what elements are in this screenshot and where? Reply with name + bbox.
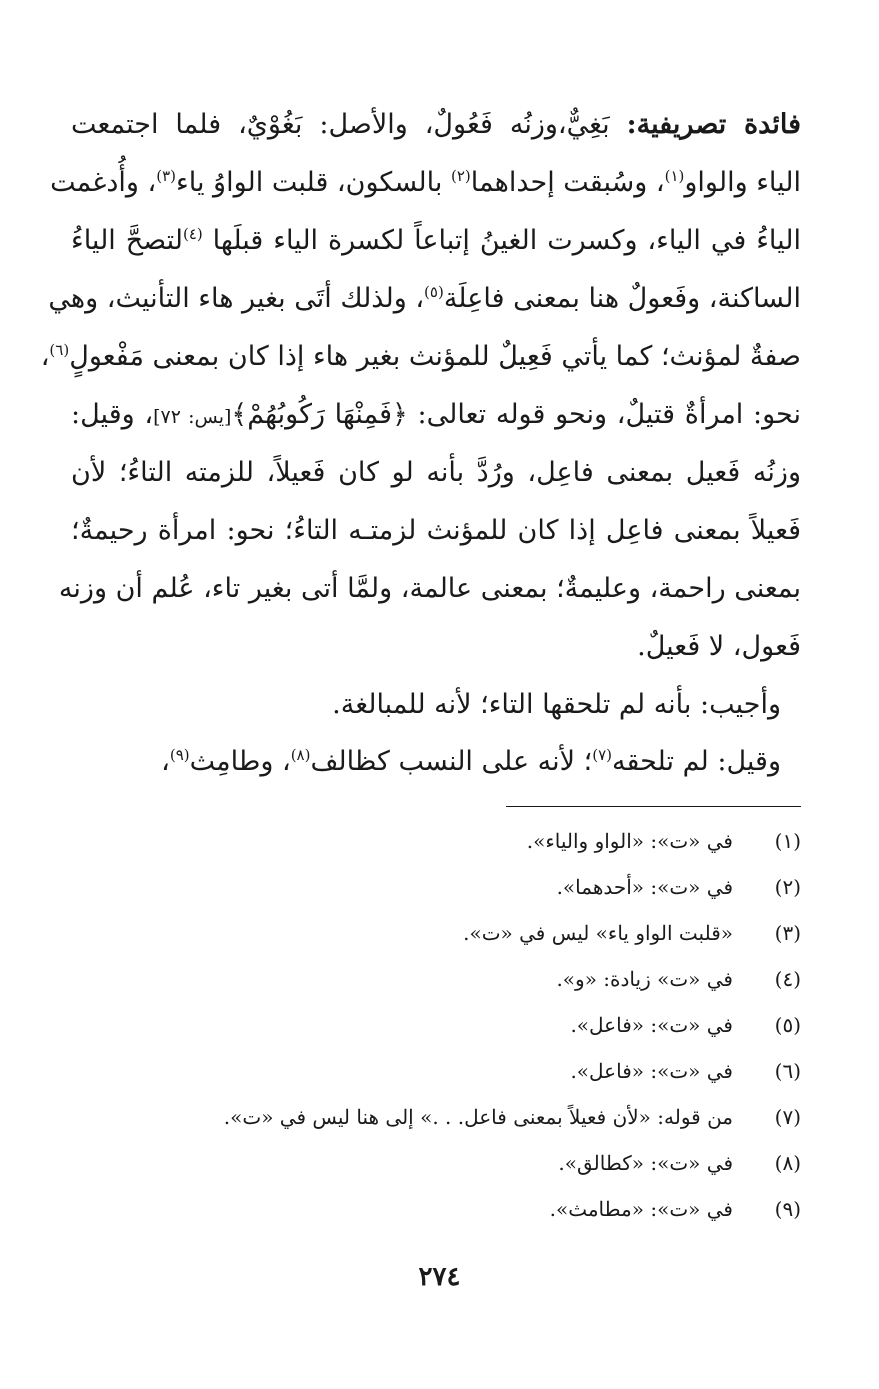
- text-line-12: [71, 733, 801, 790]
- text-segment: بَغِيٌّ،وزنُه فَعُولٌ، والأصل: بَغُوْيٌ، فلما اجتمعت: [71, 109, 610, 140]
- footnote-ref-7[interactable]: (٧): [592, 746, 612, 764]
- text-segment: لتصحَّ الياءُ: [71, 225, 183, 256]
- text-segment: ، ولذلك أتَى بغير هاء التأنيث، وهي: [48, 283, 425, 314]
- text-segment: ، وطامِث: [189, 746, 291, 777]
- text-line-6: [71, 386, 801, 444]
- footnote-text: في «ت»: «كطالق».: [558, 1151, 733, 1175]
- footnote-number: (٥): [774, 1013, 801, 1037]
- text-segment: الياء والواو: [684, 167, 801, 198]
- footnote-item: [71, 1094, 801, 1140]
- text-segment: ، وأُدغمت: [50, 167, 157, 198]
- text-line-5: [40, 328, 801, 386]
- footnote-number: (٩): [774, 1197, 801, 1221]
- text-line-2: [50, 154, 801, 212]
- footnote-item: [71, 1002, 801, 1048]
- text-segment: ، وسُبقت إحداهما: [470, 167, 665, 198]
- text-line-1: [71, 96, 801, 154]
- footnote-number: (٤): [774, 967, 801, 991]
- footnote-text: في «ت»: «أحدهما».: [556, 875, 733, 899]
- footnote-item: [71, 818, 801, 864]
- footnote-ref-4[interactable]: (٤): [182, 225, 203, 243]
- text-line-7: وزنُه فَعيل بمعنى فاعِل، ورُدَّ بأنه لو كان فَعيلاً، للزمته التاءُ؛ لأن: [71, 457, 801, 488]
- footnote-text: في «ت»: «الواو والياء».: [526, 829, 733, 853]
- text-line-10: فَعول، لا فَعيلٌ.: [637, 631, 801, 662]
- text-segment: الساكنة، وفَعولٌ هنا بمعنى فاعِلَة: [443, 283, 801, 314]
- footnote-item: [71, 1140, 801, 1186]
- footnote-item: [71, 956, 801, 1002]
- footnote-ref-1[interactable]: (١): [664, 167, 685, 185]
- footnote-text: في «ت»: «فاعل».: [570, 1013, 733, 1037]
- footnote-text: «قلبت الواو ياء» ليس في «ت».: [463, 921, 733, 945]
- footnote-item: [71, 910, 801, 956]
- footnote-item: [71, 1048, 801, 1094]
- text-segment: بالسكون، قلبت الواوُ ياء: [176, 167, 451, 198]
- footnote-text: في «ت»: «فاعل».: [570, 1059, 733, 1083]
- text-line-8: فَعيلاً بمعنى فاعِل إذا كان للمؤنث لزمتـه التاءُ؛ نحو: امرأة رحيمةٌ؛: [71, 515, 801, 546]
- text-segment: ،: [161, 746, 170, 777]
- footnote-text: في «ت» زيادة: «و».: [556, 967, 733, 991]
- text-line-9: بمعنى راحمة، وعليمةٌ؛ بمعنى عالمة، ولمَّا أتى بغير تاء، عُلم أن وزنه: [58, 573, 801, 604]
- text-segment: نحو: امرأةٌ قتيلٌ، ونحو قوله تعالى:: [407, 399, 801, 430]
- footnote-number: (٢): [774, 875, 801, 899]
- text-line-4: [48, 270, 801, 328]
- quran-verse: ﴿فَمِنْهَا رَكُوبُهُمْ﴾: [231, 399, 408, 430]
- footnote-ref-3[interactable]: (٣): [156, 167, 177, 185]
- text-line-11: وأجيب: بأنه لم تلحقها التاء؛ لأنه للمبالغة.: [332, 689, 781, 720]
- page-number: ٢٧٤: [418, 1262, 461, 1292]
- text-segment: الياءُ في الياء، وكسرت الغينُ إتباعاً لكسرة الياء قبلَها: [202, 225, 801, 256]
- footnote-item: [71, 864, 801, 910]
- footnote-ref-5[interactable]: (٥): [424, 283, 444, 301]
- text-segment: ؛ لأنه على النسب كظالف: [310, 746, 593, 777]
- footnote-number: (٨): [774, 1151, 801, 1175]
- footnote-separator: [506, 806, 801, 807]
- footnotes-list: [71, 818, 801, 1232]
- footnote-item: [71, 1186, 801, 1232]
- footnote-number: (٦): [774, 1059, 801, 1083]
- section-heading: فائدة تصريفية:: [626, 109, 801, 140]
- footnote-text: في «ت»: «مطامث».: [549, 1197, 733, 1221]
- footnote-ref-9[interactable]: (٩): [169, 746, 190, 764]
- footnote-number: (١): [774, 829, 801, 853]
- footnote-text: من قوله: «لأن فعيلاً بمعنى فاعل. . .» إلى هنا ليس في «ت».: [223, 1105, 733, 1129]
- text-segment: صفةٌ لمؤنث؛ كما يأتي فَعِيلٌ للمؤنث بغير هاء إذا كان بمعنى مَفْعولٍ: [69, 341, 801, 372]
- text-segment: ، وقيل:: [71, 399, 154, 430]
- footnote-ref-2[interactable]: (٢): [450, 167, 471, 185]
- text-segment: وقيل: لم تلحقه: [611, 746, 781, 777]
- verse-reference: [يس: ٧٢]: [153, 406, 232, 428]
- main-text: [40, 96, 801, 790]
- footnote-ref-8[interactable]: (٨): [290, 746, 311, 764]
- footnote-number: (٣): [774, 921, 801, 945]
- footnote-ref-6[interactable]: (٦): [49, 341, 70, 359]
- text-line-3: [71, 212, 801, 270]
- footnote-number: (٧): [774, 1105, 801, 1129]
- text-segment: ،: [40, 341, 50, 372]
